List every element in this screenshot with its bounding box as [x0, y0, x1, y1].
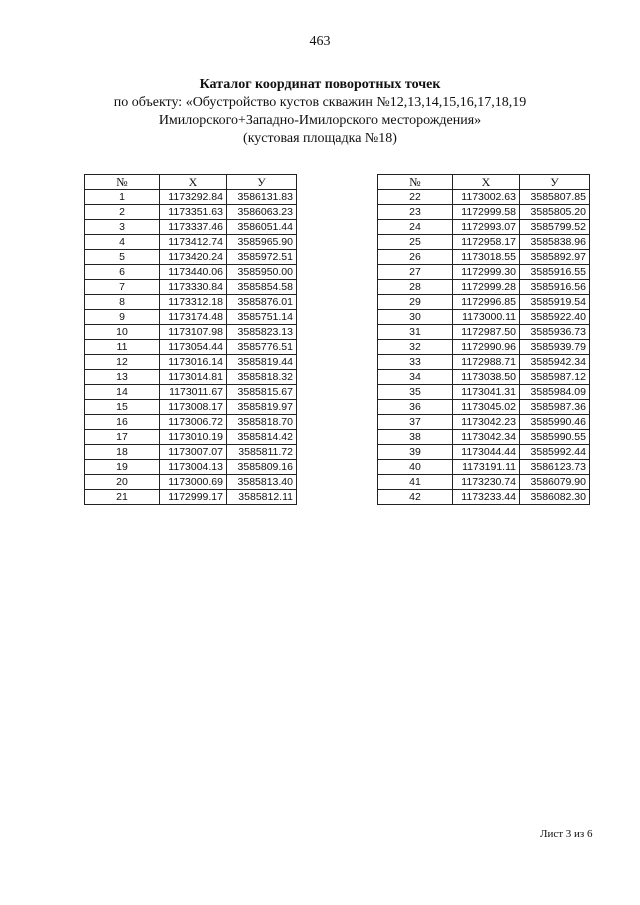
cell-y: 3585922.40: [520, 310, 590, 325]
table-row: [85, 340, 297, 355]
cell-n: 3: [85, 220, 160, 235]
cell-n: 5: [85, 250, 160, 265]
cell-n: 18: [85, 445, 160, 460]
cell-x: 1172999.28: [453, 280, 520, 295]
cell-y: 3585936.73: [520, 325, 590, 340]
table-row: [378, 370, 590, 385]
cell-n: 32: [378, 340, 453, 355]
table-row: [378, 445, 590, 460]
cell-x: 1173011.67: [160, 385, 227, 400]
object-description: по объекту: «Обустройство кустов скважин №12,13,14,15,16,17,18,19: [113, 95, 527, 110]
cell-x: 1173010.19: [160, 430, 227, 445]
cell-y: 3585950.00: [227, 265, 297, 280]
cell-y: 3586079.90: [520, 475, 590, 490]
cell-x: 1173018.55: [453, 250, 520, 265]
cell-y: 3586063.23: [227, 205, 297, 220]
table-row: [378, 325, 590, 340]
cell-y: 3585854.58: [227, 280, 297, 295]
cell-n: 25: [378, 235, 453, 250]
cell-y: 3585916.55: [520, 265, 590, 280]
cell-x: 1172987.50: [453, 325, 520, 340]
column-header-x: Х: [160, 175, 227, 190]
cell-x: 1173337.46: [160, 220, 227, 235]
table-row: [85, 280, 297, 295]
table-row: [378, 250, 590, 265]
table-row: [378, 235, 590, 250]
cell-n: 11: [85, 340, 160, 355]
cell-y: 3585819.97: [227, 400, 297, 415]
cell-n: 17: [85, 430, 160, 445]
cell-x: 1173292.84: [160, 190, 227, 205]
cell-n: 10: [85, 325, 160, 340]
cell-y: 3586082.30: [520, 490, 590, 505]
cell-x: 1173191.11: [453, 460, 520, 475]
cell-n: 28: [378, 280, 453, 295]
cell-y: 3585987.12: [520, 370, 590, 385]
cell-n: 1: [85, 190, 160, 205]
table-row: [85, 190, 297, 205]
document-header: [40, 76, 600, 148]
table-row: [378, 190, 590, 205]
cell-y: 3586123.73: [520, 460, 590, 475]
cell-y: 3586051.44: [227, 220, 297, 235]
cell-n: 36: [378, 400, 453, 415]
cell-x: 1172988.71: [453, 355, 520, 370]
cell-y: 3585916.56: [520, 280, 590, 295]
cell-n: 37: [378, 415, 453, 430]
cell-x: 1173000.11: [453, 310, 520, 325]
table-row: [85, 295, 297, 310]
cell-y: 3585984.09: [520, 385, 590, 400]
cell-x: 1173045.02: [453, 400, 520, 415]
cell-x: 1172999.58: [453, 205, 520, 220]
table-header-row: [378, 175, 590, 190]
cell-y: 3585812.11: [227, 490, 297, 505]
cell-y: 3585876.01: [227, 295, 297, 310]
column-header-number: №: [85, 175, 160, 190]
cell-x: 1173233.44: [453, 490, 520, 505]
cell-y: 3585819.44: [227, 355, 297, 370]
cell-y: 3585814.42: [227, 430, 297, 445]
cell-y: 3585838.96: [520, 235, 590, 250]
cell-x: 1172999.30: [453, 265, 520, 280]
cell-x: 1173008.17: [160, 400, 227, 415]
cell-y: 3585776.51: [227, 340, 297, 355]
cell-x: 1173230.74: [453, 475, 520, 490]
cell-y: 3585992.44: [520, 445, 590, 460]
table-row: [85, 355, 297, 370]
cell-y: 3585811.72: [227, 445, 297, 460]
cell-y: 3585942.34: [520, 355, 590, 370]
column-header-y: У: [227, 175, 297, 190]
cell-n: 14: [85, 385, 160, 400]
cell-x: 1173054.44: [160, 340, 227, 355]
table-row: [85, 265, 297, 280]
cell-y: 3585815.67: [227, 385, 297, 400]
coordinates-table-left: [84, 174, 297, 505]
table-row: [378, 430, 590, 445]
table-row: [85, 205, 297, 220]
cell-y: 3585892.97: [520, 250, 590, 265]
column-header-x: Х: [453, 175, 520, 190]
cell-n: 6: [85, 265, 160, 280]
cell-x: 1173006.72: [160, 415, 227, 430]
cell-x: 1172958.17: [453, 235, 520, 250]
cell-y: 3585799.52: [520, 220, 590, 235]
cell-x: 1173330.84: [160, 280, 227, 295]
table-row: [85, 235, 297, 250]
table-row: [378, 295, 590, 310]
cell-x: 1173004.13: [160, 460, 227, 475]
field-name: Имилорского+Западно-Имилорского месторождения»: [158, 113, 482, 128]
cell-n: 4: [85, 235, 160, 250]
page-number: 463: [309, 34, 331, 49]
cell-n: 2: [85, 205, 160, 220]
cell-x: 1173007.07: [160, 445, 227, 460]
cell-n: 31: [378, 325, 453, 340]
table-row: [85, 325, 297, 340]
cell-n: 35: [378, 385, 453, 400]
table-row: [378, 310, 590, 325]
table-row: [378, 280, 590, 295]
table-row: [378, 415, 590, 430]
table-row: [378, 460, 590, 475]
table-row: [378, 220, 590, 235]
document-title: Каталог координат поворотных точек: [199, 77, 441, 92]
cell-x: 1173002.63: [453, 190, 520, 205]
sheet-counter: Лист 3 из 6: [540, 828, 593, 840]
cell-x: 1172990.96: [453, 340, 520, 355]
cell-x: 1173042.23: [453, 415, 520, 430]
table-row: [378, 355, 590, 370]
table-row: [85, 445, 297, 460]
cell-y: 3586131.83: [227, 190, 297, 205]
cell-n: 27: [378, 265, 453, 280]
cell-x: 1173412.74: [160, 235, 227, 250]
cell-n: 21: [85, 490, 160, 505]
cell-y: 3585919.54: [520, 295, 590, 310]
table-row: [85, 250, 297, 265]
cell-n: 33: [378, 355, 453, 370]
cell-x: 1173014.81: [160, 370, 227, 385]
table-row: [378, 265, 590, 280]
cell-x: 1173440.06: [160, 265, 227, 280]
cell-x: 1173351.63: [160, 205, 227, 220]
table-row: [85, 460, 297, 475]
cell-x: 1173044.44: [453, 445, 520, 460]
cell-y: 3585939.79: [520, 340, 590, 355]
cell-n: 30: [378, 310, 453, 325]
cell-y: 3585818.70: [227, 415, 297, 430]
table-row: [378, 400, 590, 415]
cell-n: 9: [85, 310, 160, 325]
table-row: [378, 385, 590, 400]
cell-y: 3585818.32: [227, 370, 297, 385]
table-row: [85, 415, 297, 430]
cell-n: 40: [378, 460, 453, 475]
cell-n: 7: [85, 280, 160, 295]
cell-y: 3585751.14: [227, 310, 297, 325]
table-row: [378, 475, 590, 490]
coordinates-table-right: [377, 174, 590, 505]
cell-x: 1173107.98: [160, 325, 227, 340]
pad-name: (кустовая площадка №18): [243, 131, 397, 146]
table-row: [85, 385, 297, 400]
cell-y: 3585965.90: [227, 235, 297, 250]
table-row: [85, 220, 297, 235]
cell-n: 26: [378, 250, 453, 265]
cell-n: 42: [378, 490, 453, 505]
table-row: [85, 475, 297, 490]
table-row: [85, 490, 297, 505]
cell-y: 3585972.51: [227, 250, 297, 265]
cell-n: 29: [378, 295, 453, 310]
cell-n: 16: [85, 415, 160, 430]
cell-n: 12: [85, 355, 160, 370]
table-row: [378, 340, 590, 355]
cell-x: 1173420.24: [160, 250, 227, 265]
cell-y: 3585987.36: [520, 400, 590, 415]
cell-n: 24: [378, 220, 453, 235]
table-row: [85, 400, 297, 415]
cell-n: 34: [378, 370, 453, 385]
cell-n: 8: [85, 295, 160, 310]
cell-n: 41: [378, 475, 453, 490]
cell-n: 20: [85, 475, 160, 490]
cell-y: 3585823.13: [227, 325, 297, 340]
cell-x: 1172993.07: [453, 220, 520, 235]
cell-x: 1173174.48: [160, 310, 227, 325]
cell-x: 1173042.34: [453, 430, 520, 445]
table-row: [85, 370, 297, 385]
cell-x: 1172999.17: [160, 490, 227, 505]
cell-y: 3585990.46: [520, 415, 590, 430]
table-row: [378, 490, 590, 505]
column-header-y: У: [520, 175, 590, 190]
cell-n: 15: [85, 400, 160, 415]
cell-n: 38: [378, 430, 453, 445]
cell-y: 3585990.55: [520, 430, 590, 445]
table-row: [378, 205, 590, 220]
cell-n: 22: [378, 190, 453, 205]
cell-y: 3585813.40: [227, 475, 297, 490]
cell-x: 1172996.85: [453, 295, 520, 310]
cell-x: 1173038.50: [453, 370, 520, 385]
table-header-row: [85, 175, 297, 190]
cell-x: 1173000.69: [160, 475, 227, 490]
cell-n: 39: [378, 445, 453, 460]
cell-x: 1173312.18: [160, 295, 227, 310]
cell-y: 3585807.85: [520, 190, 590, 205]
cell-n: 23: [378, 205, 453, 220]
cell-n: 19: [85, 460, 160, 475]
cell-n: 13: [85, 370, 160, 385]
table-row: [85, 310, 297, 325]
column-header-number: №: [378, 175, 453, 190]
table-row: [85, 430, 297, 445]
cell-x: 1173041.31: [453, 385, 520, 400]
cell-y: 3585809.16: [227, 460, 297, 475]
cell-y: 3585805.20: [520, 205, 590, 220]
cell-x: 1173016.14: [160, 355, 227, 370]
